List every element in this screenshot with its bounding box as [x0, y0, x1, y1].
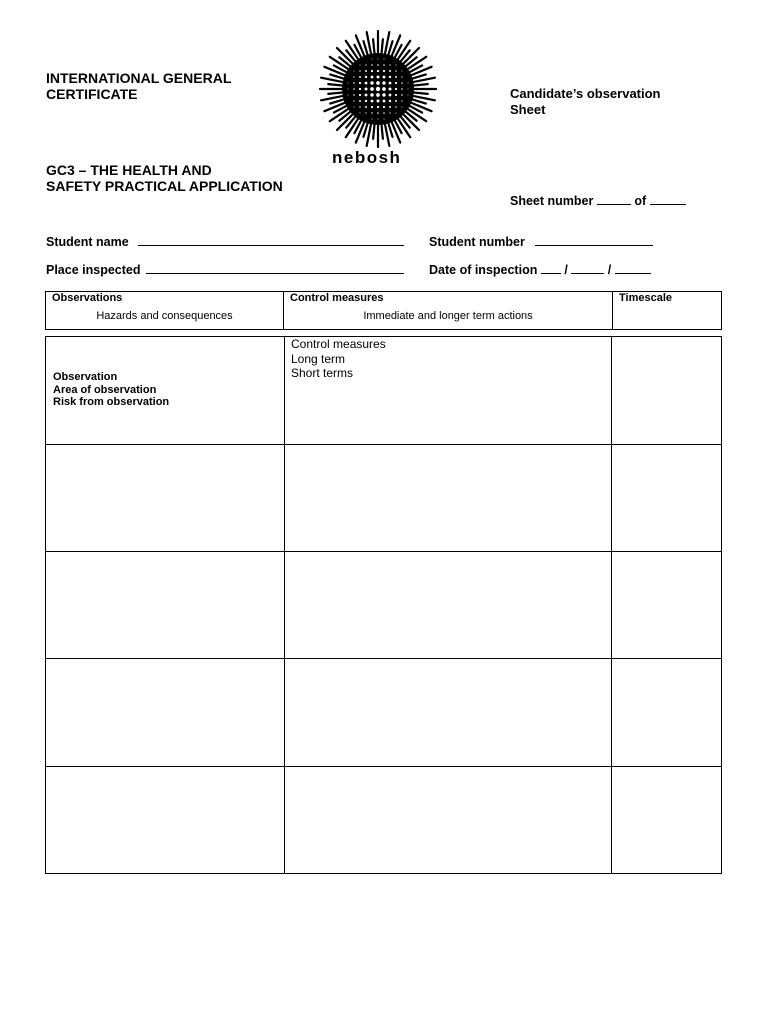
sheet-title: Candidate’s observation Sheet	[510, 86, 661, 117]
observations-title: Observations	[52, 292, 123, 304]
sheet-total-input[interactable]	[650, 194, 686, 205]
observation-line: Area of observation	[53, 383, 157, 396]
date-of-inspection-label: Date of inspection	[429, 263, 538, 277]
grid-column-divider	[284, 337, 285, 873]
sheet-number-label: Sheet number	[510, 194, 594, 208]
sunburst-logo-icon	[316, 30, 440, 148]
nebosh-logo	[316, 30, 440, 170]
sheet-number-field	[510, 194, 686, 208]
control-measures-subtitle: Immediate and longer term actions	[363, 310, 533, 322]
grid-row-divider	[46, 766, 721, 767]
unit-title: GC3 – THE HEALTH AND SAFETY PRACTICAL APPLICATION	[46, 162, 283, 194]
grid-row-divider	[46, 551, 721, 552]
date-month-input[interactable]	[571, 263, 604, 274]
grid-column-divider	[611, 337, 612, 873]
control-line: Short terms	[291, 366, 354, 380]
date-separator: /	[564, 263, 568, 277]
student-name-input[interactable]	[138, 235, 404, 246]
certificate-title: INTERNATIONAL GENERAL CERTIFICATE	[46, 70, 232, 102]
student-name-field	[46, 235, 404, 249]
first-row-observation-text	[53, 371, 169, 409]
date-of-inspection-field	[429, 263, 651, 277]
header-observations	[46, 292, 284, 329]
place-inspected-field	[46, 263, 404, 277]
student-number-label: Student number	[429, 235, 525, 249]
place-inspected-input[interactable]	[146, 263, 404, 274]
date-separator: /	[607, 263, 612, 277]
student-number-input[interactable]	[535, 235, 653, 246]
of-label: of	[634, 194, 647, 208]
control-measures-title: Control measures	[290, 292, 384, 304]
observation-line: Risk from observation	[53, 396, 170, 408]
observations-subtitle: Hazards and consequences	[96, 310, 233, 322]
date-day-input[interactable]	[541, 263, 561, 274]
header-timescale	[613, 292, 721, 329]
student-number-field	[429, 235, 653, 249]
column-header-table	[45, 291, 722, 330]
grid-row-divider	[46, 658, 721, 659]
student-name-label: Student name	[46, 235, 129, 249]
logo-wordmark: nebosh	[332, 148, 402, 167]
control-line: Long term	[291, 351, 346, 366]
date-year-input[interactable]	[615, 263, 651, 274]
first-row-control-text	[291, 337, 386, 381]
header-control-measures	[284, 292, 613, 329]
place-inspected-label: Place inspected	[46, 263, 141, 277]
control-line: Control measures	[291, 337, 386, 351]
grid-row-divider	[46, 444, 721, 445]
timescale-title: Timescale	[619, 292, 673, 304]
observation-line: Observation	[53, 371, 118, 383]
observation-grid	[45, 336, 722, 874]
sheet-number-input[interactable]	[597, 194, 631, 205]
